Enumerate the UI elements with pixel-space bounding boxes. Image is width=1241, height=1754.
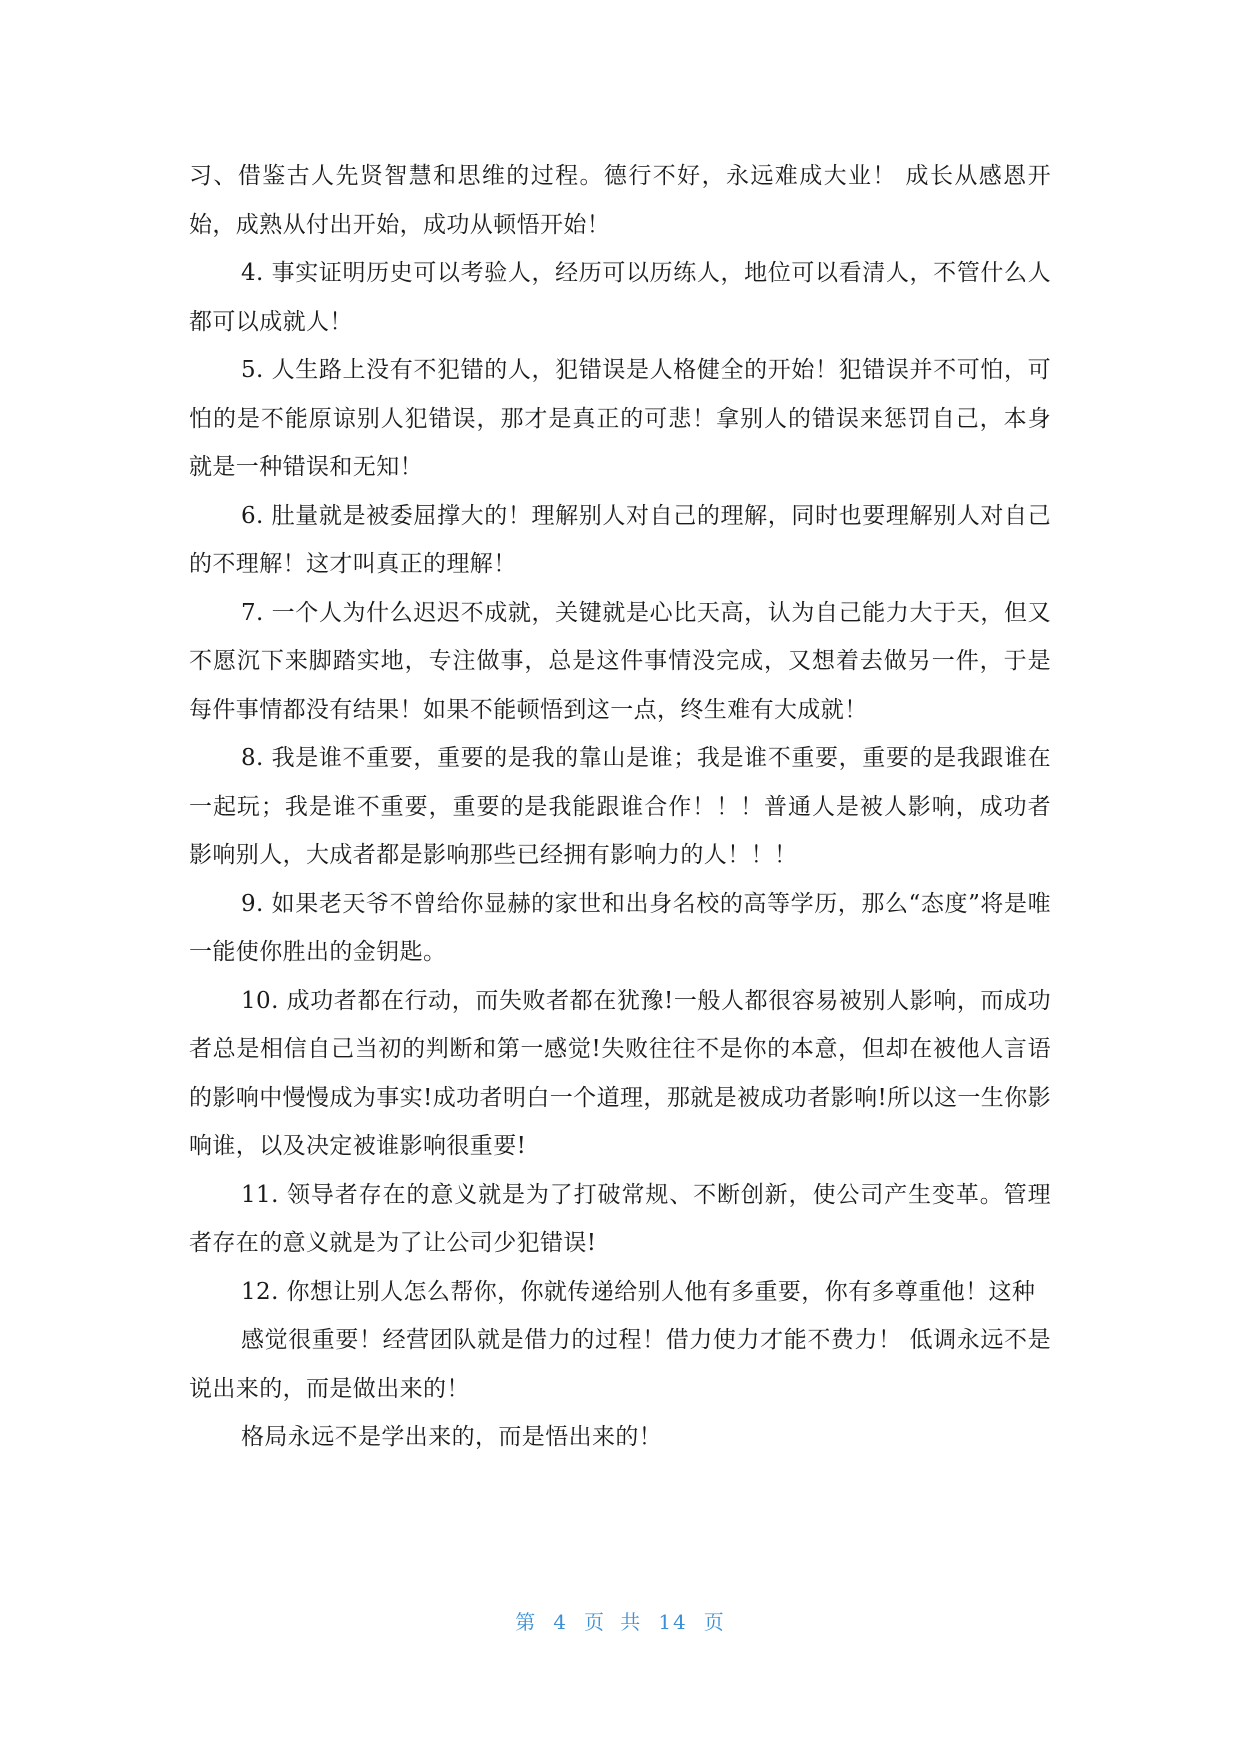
footer-total-pages: 14 xyxy=(658,1610,688,1634)
footer-current-page: 4 xyxy=(553,1610,568,1634)
paragraph-item-6: 6. 肚量就是被委屈撑大的！理解别人对自己的理解，同时也要理解别人对自己的不理解！这才叫真正的理解！ xyxy=(189,502,1051,577)
paragraph-closing: 格局永远不是学出来的，而是悟出来的！ xyxy=(241,1424,663,1450)
paragraph-item-11: 11. 领导者存在的意义就是为了打破常规、不断创新，使公司产生变革。管理者存在的意义就是为了让公司少犯错误! xyxy=(189,1181,1051,1256)
footer-suffix: 页 xyxy=(703,1610,726,1634)
footer-prefix: 第 xyxy=(515,1610,538,1634)
paragraph-item-5: 5. 人生路上没有不犯错的人，犯错误是人格健全的开始！犯错误并不可怕，可怕的是不能原谅别人犯错误，那才是真正的可悲！拿别人的错误来惩罚自己，本身就是一种错误和无知！ xyxy=(189,357,1051,480)
paragraph-item-7: 7. 一个人为什么迟迟不成就，关键就是心比天高，认为自己能力大于天，但又不愿沉下来脚踏实地，专注做事，总是这件事情没完成，又想着去做另一件，于是每件事情都没有结果！如果不能顿悟到这一点，终生难有大成就！ xyxy=(189,599,1051,723)
paragraph-item-12-continued: 感觉很重要！经营团队就是借力的过程！借力使力才能不费力！ 低调永远不是说出来的，而是做出来的！ xyxy=(189,1327,1051,1402)
footer-middle: 页 共 xyxy=(583,1610,643,1634)
page-footer xyxy=(0,1606,1241,1635)
paragraph-item-4: 4. 事实证明历史可以考验人，经历可以历练人，地位可以看清人，不管什么人都可以成就人！ xyxy=(189,260,1051,335)
document-body xyxy=(189,152,1051,1462)
paragraph-item-9: 9. 如果老天爷不曾给你显赫的家世和出身名校的高等学历，那么“态度”将是唯一能使你胜出的金钥匙。 xyxy=(189,890,1051,965)
paragraph-item-8: 8. 我是谁不重要，重要的是我的靠山是谁；我是谁不重要，重要的是我跟谁在一起玩；我是谁不重要，重要的是我能跟谁合作！！！普通人是被人影响，成功者影响别人，大成者都是影响那些已经拥有影响力的人！！！ xyxy=(189,745,1051,868)
paragraph-item-12: 12. 你想让别人怎么帮你，你就传递给别人他有多重要，你有多尊重他！这种 xyxy=(241,1278,1036,1305)
paragraph-continuation: 习、借鉴古人先贤智慧和思维的过程。德行不好，永远难成大业！ 成长从感恩开始，成熟从付出开始，成功从顿悟开始！ xyxy=(189,163,1051,238)
paragraph-item-10: 10. 成功者都在行动，而失败者都在犹豫!一般人都很容易被别人影响，而成功者总是相信自己当初的判断和第一感觉!失败往往不是你的本意，但却在被他人言语的影响中慢慢成为事实!成功者明白一个道理，那就是被成功者影响!所以这一生你影响谁，以及决定被谁影响很重要! xyxy=(189,987,1051,1159)
